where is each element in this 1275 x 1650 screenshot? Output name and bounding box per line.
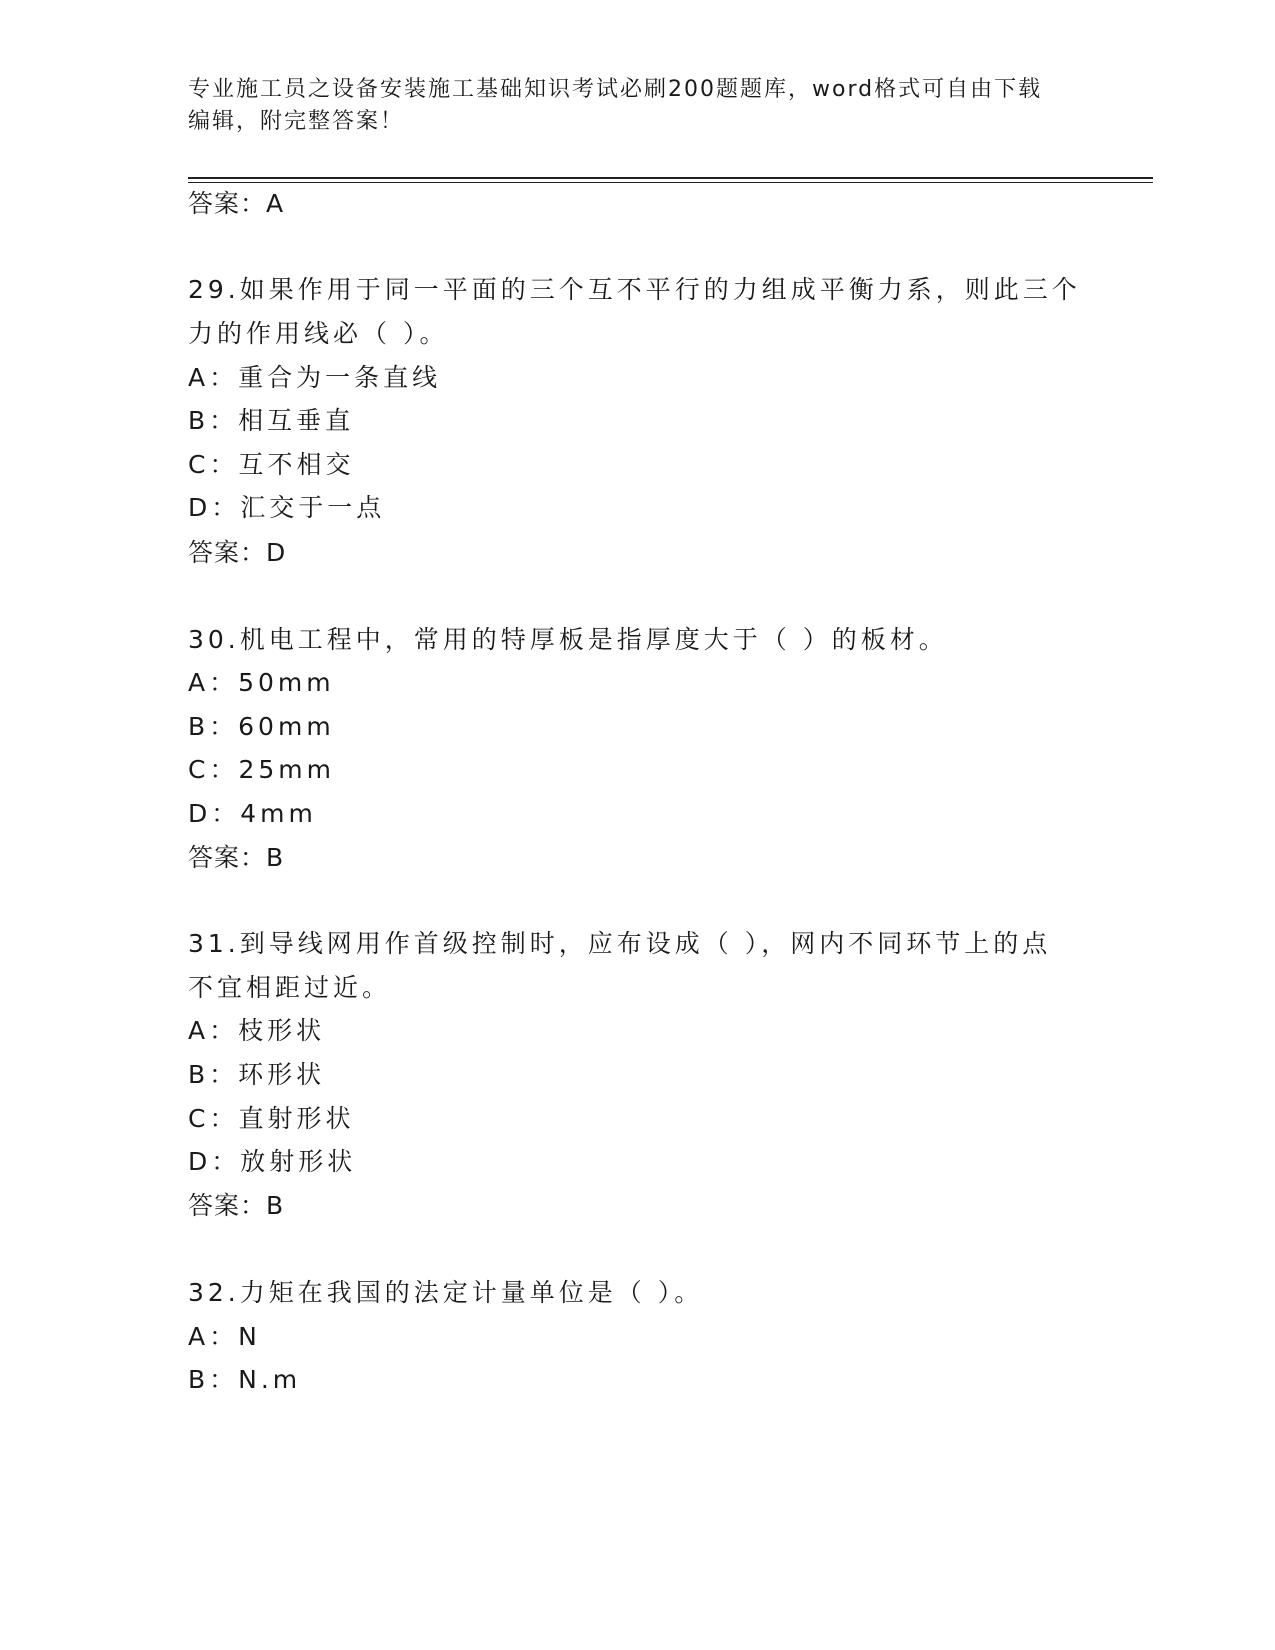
question-31-option-d: D：放射形状: [188, 1147, 357, 1176]
question-32-text-line-1: 32.力矩在我国的法定计量单位是（ ）。: [188, 1278, 704, 1307]
header-divider-thin: [188, 182, 1153, 183]
question-30-option-d: D：4mm: [188, 799, 317, 828]
answer-29: 答案：D: [188, 538, 287, 567]
question-30-option-b: B：60mm: [188, 712, 335, 741]
question-30-option-a: A：50mm: [188, 668, 335, 697]
question-29-text-line-1: 29.如果作用于同一平面的三个互不平行的力组成平衡力系，则此三个: [188, 275, 1081, 304]
question-29-option-d: D：汇交于一点: [188, 493, 386, 522]
question-31-option-c: C：直射形状: [188, 1104, 355, 1133]
question-32-option-a: A：N: [188, 1322, 261, 1351]
question-30-option-c: C：25mm: [188, 755, 335, 784]
header-line-2: 编辑，附完整答案！: [188, 109, 405, 134]
question-32-option-b: B：N.m: [188, 1365, 302, 1394]
question-31-text-line-1: 31.到导线网用作首级控制时，应布设成（ ），网内不同环节上的点: [188, 929, 1052, 958]
question-31-option-a: A：枝形状: [188, 1016, 326, 1045]
question-29-option-b: B：相互垂直: [188, 406, 355, 435]
answer-31: 答案：B: [188, 1191, 285, 1220]
header-line-1: 专业施工员之设备安装施工基础知识考试必刷200题题库，word格式可自由下载: [188, 77, 1043, 102]
question-31-text-line-2: 不宜相距过近。: [188, 973, 392, 1002]
answer-28: 答案：A: [188, 189, 285, 218]
answer-30: 答案：B: [188, 843, 285, 872]
question-29-option-c: C：互不相交: [188, 450, 355, 479]
header-divider-thick: [188, 177, 1153, 179]
question-31-option-b: B：环形状: [188, 1060, 326, 1089]
question-29-text-line-2: 力的作用线必（ ）。: [188, 319, 449, 348]
question-29-option-a: A：重合为一条直线: [188, 363, 442, 392]
document-header: [188, 74, 1088, 138]
question-30-text-line-1: 30.机电工程中，常用的特厚板是指厚度大于（ ）的板材。: [188, 625, 948, 654]
